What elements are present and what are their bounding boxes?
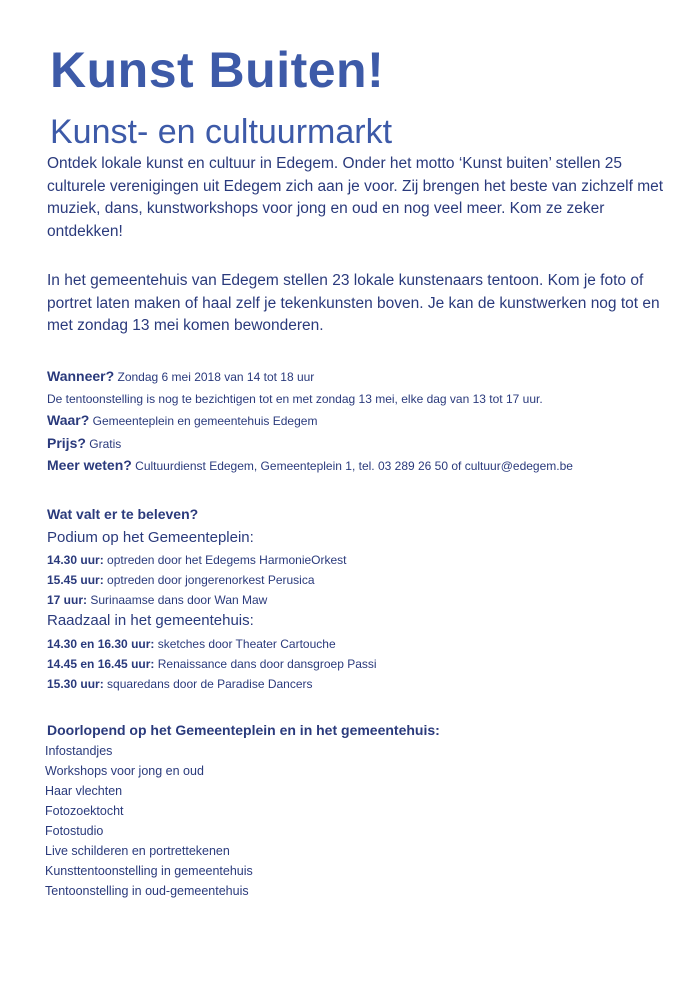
page-subtitle: Kunst- en cultuurmarkt xyxy=(50,113,393,151)
page-title: Kunst Buiten! xyxy=(50,42,385,98)
program-item: 15.30 uur: squaredans door de Paradise Dancers xyxy=(47,677,313,691)
program-heading: Wat valt er te beleven? xyxy=(47,506,199,522)
when-line xyxy=(47,366,677,389)
podium-list xyxy=(47,550,347,610)
intro-paragraph-2: In het gemeentehuis van Edegem stellen 23 lokale kunstenaars tentoon. Kom je foto of portret laten maken of haal zelf je tekenkunsten boven. Je kan de kunstwerken nog tot en met zondag 13 mei komen bewonderen. xyxy=(47,272,660,334)
program-item: 15.45 uur: optreden door jongerenorkest Perusica xyxy=(47,573,315,587)
raadzaal-list xyxy=(47,634,377,694)
list-item: Live schilderen en portrettekenen xyxy=(45,844,230,858)
podium-title: Podium op het Gemeenteplein: xyxy=(47,529,254,546)
where-value: Gemeenteplein en gemeentehuis Edegem xyxy=(92,414,318,428)
more-line xyxy=(47,455,677,478)
list-item: Haar vlechten xyxy=(45,784,123,798)
intro-paragraph-1: Ontdek lokale kunst en cultuur in Edegem. Onder het motto ‘Kunst buiten’ stellen 25 culturele verenigingen uit Edegem zich aan je voor. Zij brengen het beste van zichzelf met muziek, dans, kunstworkshops voor jong en oud en nog veel meer. Kom ze zeker ontdekken! xyxy=(47,155,664,240)
program-item: 17 uur: Surinaamse dans door Wan Maw xyxy=(47,593,268,607)
program-item: 14.30 en 16.30 uur: sketches door Theater Cartouche xyxy=(47,637,336,651)
program-item: 14.45 en 16.45 uur: Renaissance dans door dansgroep Passi xyxy=(47,657,377,671)
list-item: Workshops voor jong en oud xyxy=(45,764,204,778)
list-item: Infostandjes xyxy=(45,744,113,758)
list-item: Fotozoektocht xyxy=(45,804,124,818)
ongoing-list xyxy=(45,741,253,901)
price-value: Gratis xyxy=(89,436,122,451)
where-label: Waar? xyxy=(47,412,90,428)
program-item: 14.30 uur: optreden door het Edegems HarmonieOrkest xyxy=(47,553,347,567)
list-item: Fotostudio xyxy=(45,824,104,838)
where-line xyxy=(47,410,677,433)
ongoing-heading: Doorlopend op het Gemeenteplein en in het gemeentehuis: xyxy=(47,722,440,738)
more-label: Meer weten? xyxy=(47,457,132,473)
when-value: Zondag 6 mei 2018 van 14 tot 18 uur xyxy=(117,370,315,384)
raadzaal-title: Raadzaal in het gemeentehuis: xyxy=(47,612,254,629)
more-value: Cultuurdienst Edegem, Gemeenteplein 1, tel. 03 289 26 50 of cultuur@edegem.be xyxy=(135,459,573,473)
list-item: Tentoonstelling in oud-gemeentehuis xyxy=(45,884,249,898)
price-line xyxy=(47,433,677,456)
when-note: De tentoonstelling is nog te bezichtigen tot en met zondag 13 mei, elke dag van 13 tot 17 uur. xyxy=(47,391,543,406)
when-label: Wanneer? xyxy=(47,368,115,384)
list-item: Kunsttentoonstelling in gemeentehuis xyxy=(45,864,253,878)
price-label: Prijs? xyxy=(47,434,86,451)
event-info xyxy=(47,366,677,478)
